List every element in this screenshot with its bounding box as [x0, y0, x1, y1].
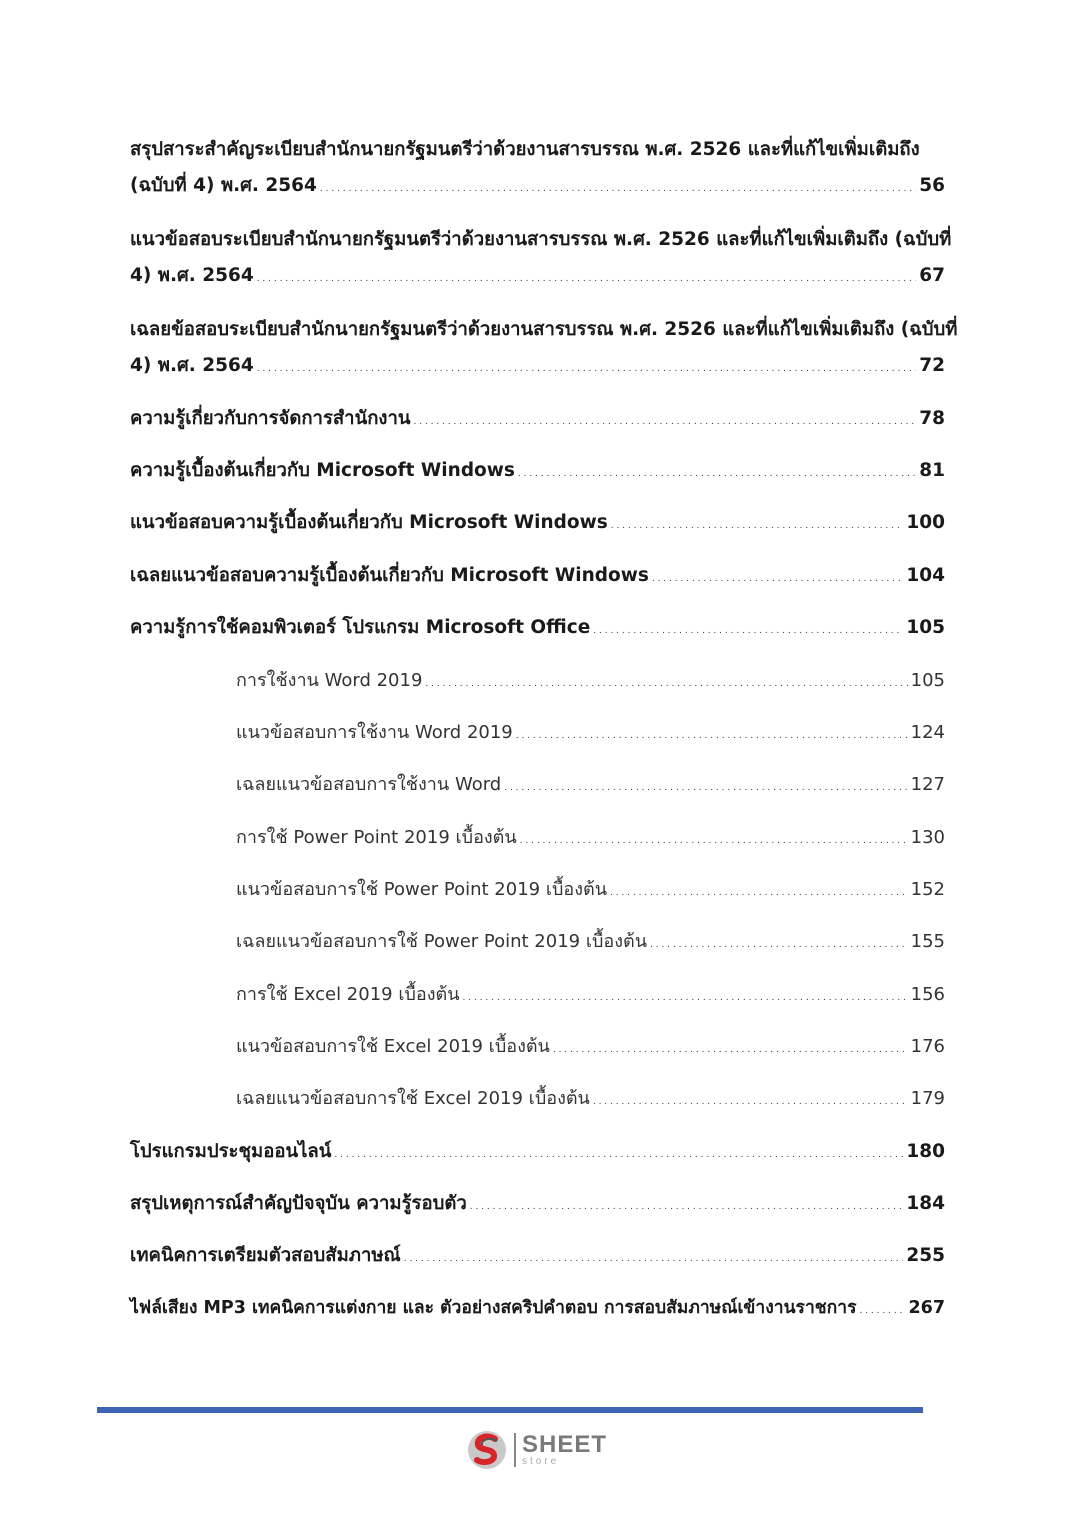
- toc-entry-title: ไฟล์เสียง MP3 เทคนิคการแต่งกาย และ ตัวอย่างสคริปคำตอบ การสอบสัมภาษณ์เข้างานราชการ: [130, 1298, 857, 1318]
- page-number: 100: [906, 512, 945, 533]
- toc-entry-line2: 4) พ.ศ. 2564: [130, 265, 254, 286]
- toc-entry-title: เฉลยแนวข้อสอบความรู้เบื้องต้นเกี่ยวกับ Microsoft Windows: [130, 565, 649, 586]
- leader-dots: [504, 767, 907, 806]
- toc-entry-title: แนวข้อสอบความรู้เบื้องต้นเกี่ยวกับ Microsoft Windows: [130, 512, 608, 533]
- page-number: 156: [910, 984, 945, 1005]
- toc-subentry-title: เฉลยแนวข้อสอบการใช้งาน Word: [236, 774, 502, 795]
- sheet-store-logo: [466, 1428, 616, 1472]
- leader-dots: [404, 1238, 904, 1277]
- page-number: 104: [906, 565, 945, 586]
- leader-dots: [257, 258, 917, 297]
- leader-dots: [610, 872, 908, 911]
- page-number: 176: [910, 1036, 945, 1057]
- leader-dots: [520, 820, 908, 859]
- page-number: 67: [919, 265, 945, 286]
- leader-dots: [334, 1134, 903, 1173]
- logo-subword: store: [522, 1456, 560, 1467]
- page-number: 56: [919, 175, 945, 196]
- toc-entry-title: ความรู้เบื้องต้นเกี่ยวกับ Microsoft Windows: [130, 460, 515, 481]
- leader-dots: [652, 558, 904, 597]
- leader-dots: [413, 401, 916, 440]
- page-number: 127: [910, 774, 945, 795]
- page-number: 152: [910, 879, 945, 900]
- toc-subentry-title: การใช้ Excel 2019 เบื้องต้น: [236, 984, 460, 1005]
- toc-subentry-title: แนวข้อสอบการใช้งาน Word 2019: [236, 722, 513, 743]
- leader-dots: [593, 1081, 908, 1120]
- page-number: 105: [910, 670, 945, 691]
- leader-dots: [516, 715, 908, 754]
- toc-entry-title: ความรู้เกี่ยวกับการจัดการสำนักงาน: [130, 408, 411, 429]
- toc-entry: [130, 610, 945, 649]
- toc-subentry: [130, 1029, 945, 1068]
- leader-dots: [859, 1290, 905, 1329]
- toc-subentry-title: แนวข้อสอบการใช้ Power Point 2019 เบื้องต้น: [236, 879, 608, 900]
- toc-subentry-title: การใช้งาน Word 2019: [236, 670, 423, 691]
- toc-entry: [130, 1186, 945, 1225]
- toc-entry: [130, 558, 945, 597]
- toc-entry: [130, 401, 945, 440]
- leader-dots: [518, 453, 916, 492]
- toc-subentry: [130, 767, 945, 806]
- toc-entry-title: โปรแกรมประชุมออนไลน์: [130, 1141, 332, 1162]
- toc-entry: [130, 453, 945, 492]
- toc-subentry-title: แนวข้อสอบการใช้ Excel 2019 เบื้องต้น: [236, 1036, 550, 1057]
- page-number: 81: [919, 460, 945, 481]
- toc-entry-line2: 4) พ.ศ. 2564: [130, 355, 254, 376]
- toc-entry-line1: แนวข้อสอบระเบียบสำนักนายกรัฐมนตรีว่าด้วยงานสารบรรณ พ.ศ. 2526 และที่แก้ไขเพิ่มเติมถึง (ฉบับที่: [130, 229, 952, 250]
- toc-subentry: [130, 1081, 945, 1120]
- footer-rule: [97, 1407, 923, 1413]
- toc-subentry: [130, 924, 945, 963]
- leader-dots: [611, 505, 904, 544]
- logo-s-icon: [466, 1429, 508, 1471]
- toc-subentry: [130, 663, 945, 702]
- page-number: 267: [908, 1298, 945, 1318]
- logo-word: SHEET: [522, 1431, 608, 1458]
- toc-subentry-title: การใช้ Power Point 2019 เบื้องต้น: [236, 827, 517, 848]
- leader-dots: [257, 348, 917, 387]
- toc-entry: [130, 1134, 945, 1173]
- toc-entry: [130, 1238, 945, 1277]
- toc-entry-line2: (ฉบับที่ 4) พ.ศ. 2564: [130, 175, 317, 196]
- toc-subentry-title: เฉลยแนวข้อสอบการใช้ Power Point 2019 เบื้องต้น: [236, 931, 648, 952]
- leader-dots: [425, 663, 907, 702]
- page-number: 130: [910, 827, 945, 848]
- page-number: 72: [919, 355, 945, 376]
- toc-subentry: [130, 977, 945, 1016]
- toc-subentry: [130, 715, 945, 754]
- toc-entry-line1: เฉลยข้อสอบระเบียบสำนักนายกรัฐมนตรีว่าด้วยงานสารบรรณ พ.ศ. 2526 และที่แก้ไขเพิ่มเติมถึง (ฉบับที่: [130, 319, 958, 340]
- toc-subentry: [130, 820, 945, 859]
- page-number: 179: [910, 1088, 945, 1109]
- toc-subentry-title: เฉลยแนวข้อสอบการใช้ Excel 2019 เบื้องต้น: [236, 1088, 590, 1109]
- toc-entry: [130, 222, 952, 297]
- toc-entry: [130, 312, 958, 387]
- toc-entry-title: ความรู้การใช้คอมพิวเตอร์ โปรแกรม Microsoft Office: [130, 617, 591, 638]
- toc-entry-title: เทคนิคการเตรียมตัวสอบสัมภาษณ์: [130, 1245, 401, 1266]
- page-number: 105: [906, 617, 945, 638]
- page-number: 180: [906, 1141, 945, 1162]
- leader-dots: [593, 610, 903, 649]
- toc-entry-title: สรุปเหตุการณ์สำคัญปัจจุบัน ความรู้รอบตัว: [130, 1193, 467, 1214]
- leader-dots: [650, 924, 908, 963]
- toc-entry: [130, 1290, 945, 1329]
- page-number: 155: [910, 931, 945, 952]
- toc-entry-line1: สรุปสาระสำคัญระเบียบสำนักนายกรัฐมนตรีว่าด้วยงานสารบรรณ พ.ศ. 2526 และที่แก้ไขเพิ่มเติมถึง: [130, 139, 920, 160]
- page-number: 78: [919, 408, 945, 429]
- leader-dots: [320, 168, 916, 207]
- leader-dots: [553, 1029, 908, 1068]
- toc-entry: [130, 132, 945, 207]
- leader-dots: [470, 1186, 904, 1225]
- page-number: 255: [906, 1245, 945, 1266]
- page-number: 184: [906, 1193, 945, 1214]
- page-number: 124: [910, 722, 945, 743]
- leader-dots: [463, 977, 908, 1016]
- logo-separator: [514, 1433, 516, 1467]
- toc-entry: [130, 505, 945, 544]
- toc-subentry: [130, 872, 945, 911]
